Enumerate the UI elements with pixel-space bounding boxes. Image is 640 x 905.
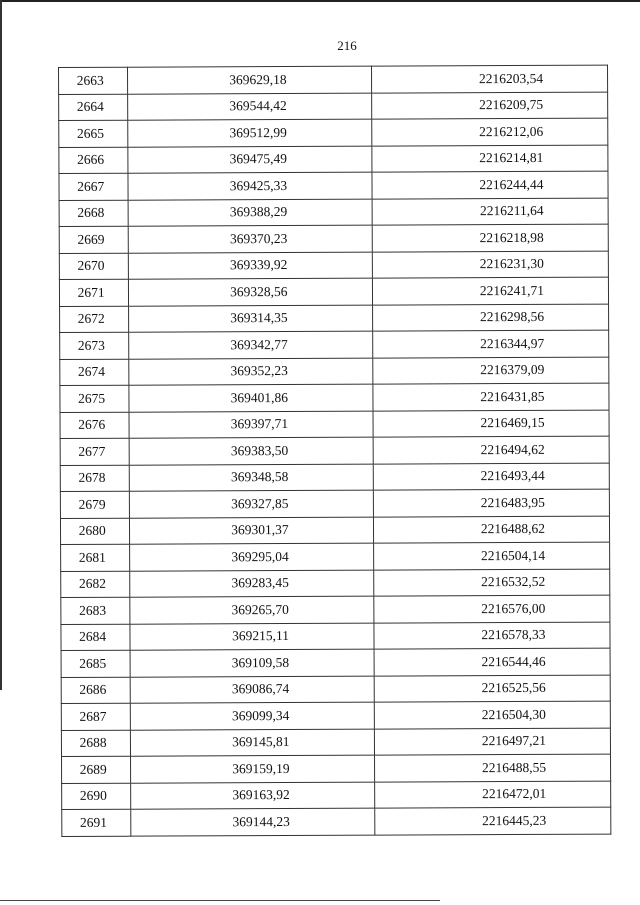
point-number-cell: 2685 bbox=[61, 650, 130, 677]
point-number-cell: 2686 bbox=[61, 677, 130, 704]
point-number-cell: 2689 bbox=[62, 756, 131, 783]
x-coordinate-cell: 369109,58 bbox=[130, 649, 373, 677]
x-coordinate-cell: 369159,19 bbox=[131, 755, 374, 783]
point-number-cell: 2683 bbox=[61, 597, 130, 624]
table-row bbox=[59, 277, 608, 306]
y-coordinate-cell: 2216483,95 bbox=[373, 489, 610, 517]
y-coordinate-cell: 2216379,09 bbox=[372, 357, 609, 385]
point-number-cell: 2672 bbox=[60, 306, 129, 333]
scan-edge-bottom bbox=[0, 900, 440, 901]
point-number-cell: 2669 bbox=[59, 226, 128, 253]
y-coordinate-cell: 2216494,62 bbox=[373, 436, 610, 464]
point-number-cell: 2665 bbox=[59, 120, 128, 147]
table-row bbox=[61, 648, 610, 677]
y-coordinate-cell: 2216469,15 bbox=[373, 410, 610, 438]
table-row bbox=[61, 675, 610, 704]
scan-edge-left bbox=[0, 0, 2, 690]
page-number: 216 bbox=[337, 38, 357, 53]
point-number-cell: 2668 bbox=[59, 200, 128, 227]
x-coordinate-cell: 369370,23 bbox=[129, 225, 372, 253]
table-row bbox=[59, 198, 608, 227]
point-number-cell: 2682 bbox=[61, 571, 130, 598]
x-coordinate-cell: 369475,49 bbox=[128, 146, 371, 174]
x-coordinate-cell: 369144,23 bbox=[131, 808, 374, 836]
x-coordinate-cell: 369283,45 bbox=[130, 570, 373, 598]
x-coordinate-cell: 369383,50 bbox=[129, 437, 372, 465]
table-row bbox=[59, 92, 608, 121]
y-coordinate-cell: 2216445,23 bbox=[374, 807, 611, 835]
y-coordinate-cell: 2216214,81 bbox=[371, 145, 608, 173]
y-coordinate-cell: 2216525,56 bbox=[374, 675, 611, 703]
y-coordinate-cell: 2216493,44 bbox=[373, 463, 610, 491]
point-number-cell: 2678 bbox=[60, 465, 129, 492]
x-coordinate-cell: 369544,42 bbox=[128, 93, 371, 121]
point-number-cell: 2687 bbox=[61, 703, 130, 730]
point-number-cell: 2671 bbox=[59, 279, 128, 306]
point-number-cell: 2673 bbox=[60, 332, 129, 359]
y-coordinate-cell: 2216497,21 bbox=[374, 728, 611, 756]
table-row bbox=[60, 383, 609, 412]
point-number-cell: 2674 bbox=[60, 359, 129, 386]
table-row bbox=[60, 410, 609, 439]
coordinates-table bbox=[58, 65, 611, 837]
point-number-cell: 2666 bbox=[59, 147, 128, 174]
scan-edge-top bbox=[0, 0, 640, 2]
table-row bbox=[59, 118, 608, 147]
x-coordinate-cell: 369086,74 bbox=[131, 676, 374, 704]
x-coordinate-cell: 369352,23 bbox=[129, 358, 372, 386]
table-row bbox=[60, 304, 609, 333]
y-coordinate-cell: 2216298,56 bbox=[372, 304, 609, 332]
table-row bbox=[61, 728, 610, 757]
table-row bbox=[60, 463, 609, 492]
y-coordinate-cell: 2216211,64 bbox=[372, 198, 609, 226]
table-row bbox=[61, 569, 610, 598]
y-coordinate-cell: 2216244,44 bbox=[372, 171, 609, 199]
x-coordinate-cell: 369099,34 bbox=[131, 702, 374, 730]
coordinates-table-body bbox=[59, 65, 611, 836]
point-number-cell: 2676 bbox=[60, 412, 129, 439]
x-coordinate-cell: 369314,35 bbox=[129, 305, 372, 333]
x-coordinate-cell: 369265,70 bbox=[130, 596, 373, 624]
y-coordinate-cell: 2216212,06 bbox=[371, 118, 608, 146]
point-number-cell: 2667 bbox=[59, 173, 128, 200]
x-coordinate-cell: 369397,71 bbox=[129, 411, 372, 439]
x-coordinate-cell: 369388,29 bbox=[128, 199, 371, 227]
x-coordinate-cell: 369215,11 bbox=[130, 623, 373, 651]
table-row bbox=[61, 622, 610, 651]
y-coordinate-cell: 2216203,54 bbox=[371, 65, 608, 93]
y-coordinate-cell: 2216344,97 bbox=[372, 330, 609, 358]
x-coordinate-cell: 369425,33 bbox=[128, 172, 371, 200]
point-number-cell: 2679 bbox=[60, 491, 129, 518]
x-coordinate-cell: 369328,56 bbox=[129, 278, 372, 306]
x-coordinate-cell: 369163,92 bbox=[131, 782, 374, 810]
point-number-cell: 2675 bbox=[60, 385, 129, 412]
y-coordinate-cell: 2216578,33 bbox=[373, 622, 610, 650]
x-coordinate-cell: 369512,99 bbox=[128, 119, 371, 147]
y-coordinate-cell: 2216504,14 bbox=[373, 542, 610, 570]
table-row bbox=[60, 330, 609, 359]
point-number-cell: 2691 bbox=[62, 809, 131, 836]
table-row bbox=[59, 224, 608, 253]
table-row bbox=[62, 754, 611, 783]
x-coordinate-cell: 369629,18 bbox=[128, 66, 371, 94]
table-row bbox=[60, 436, 609, 465]
y-coordinate-cell: 2216209,75 bbox=[371, 92, 608, 120]
y-coordinate-cell: 2216488,55 bbox=[374, 754, 611, 782]
table-row bbox=[61, 701, 610, 730]
y-coordinate-cell: 2216231,30 bbox=[372, 251, 609, 279]
table-row bbox=[61, 595, 610, 624]
table-row bbox=[60, 489, 609, 518]
y-coordinate-cell: 2216218,98 bbox=[372, 224, 609, 252]
point-number-cell: 2680 bbox=[60, 518, 129, 545]
table-row bbox=[62, 807, 611, 836]
x-coordinate-cell: 369295,04 bbox=[130, 543, 373, 571]
point-number-cell: 2670 bbox=[59, 253, 128, 280]
x-coordinate-cell: 369145,81 bbox=[131, 729, 374, 757]
point-number-cell: 2684 bbox=[61, 624, 130, 651]
table-row bbox=[60, 357, 609, 386]
y-coordinate-cell: 2216488,62 bbox=[373, 516, 610, 544]
y-coordinate-cell: 2216544,46 bbox=[374, 648, 611, 676]
point-number-cell: 2677 bbox=[60, 438, 129, 465]
x-coordinate-cell: 369401,86 bbox=[129, 384, 372, 412]
y-coordinate-cell: 2216431,85 bbox=[372, 383, 609, 411]
point-number-cell: 2664 bbox=[59, 94, 128, 121]
y-coordinate-cell: 2216504,30 bbox=[374, 701, 611, 729]
x-coordinate-cell: 369301,37 bbox=[130, 517, 373, 545]
table-row bbox=[61, 542, 610, 571]
table-row bbox=[59, 251, 608, 280]
x-coordinate-cell: 369342,77 bbox=[129, 331, 372, 359]
y-coordinate-cell: 2216472,01 bbox=[374, 781, 611, 809]
table-row bbox=[62, 781, 611, 810]
point-number-cell: 2688 bbox=[61, 730, 130, 757]
point-number-cell: 2690 bbox=[62, 783, 131, 810]
y-coordinate-cell: 2216532,52 bbox=[373, 569, 610, 597]
point-number-cell: 2681 bbox=[61, 544, 130, 571]
y-coordinate-cell: 2216576,00 bbox=[373, 595, 610, 623]
table-row bbox=[59, 65, 608, 94]
point-number-cell: 2663 bbox=[59, 67, 128, 94]
x-coordinate-cell: 369327,85 bbox=[130, 490, 373, 518]
x-coordinate-cell: 369339,92 bbox=[129, 252, 372, 280]
y-coordinate-cell: 2216241,71 bbox=[372, 277, 609, 305]
x-coordinate-cell: 369348,58 bbox=[130, 464, 373, 492]
table-row bbox=[60, 516, 609, 545]
table-row bbox=[59, 171, 608, 200]
table-row bbox=[59, 145, 608, 174]
